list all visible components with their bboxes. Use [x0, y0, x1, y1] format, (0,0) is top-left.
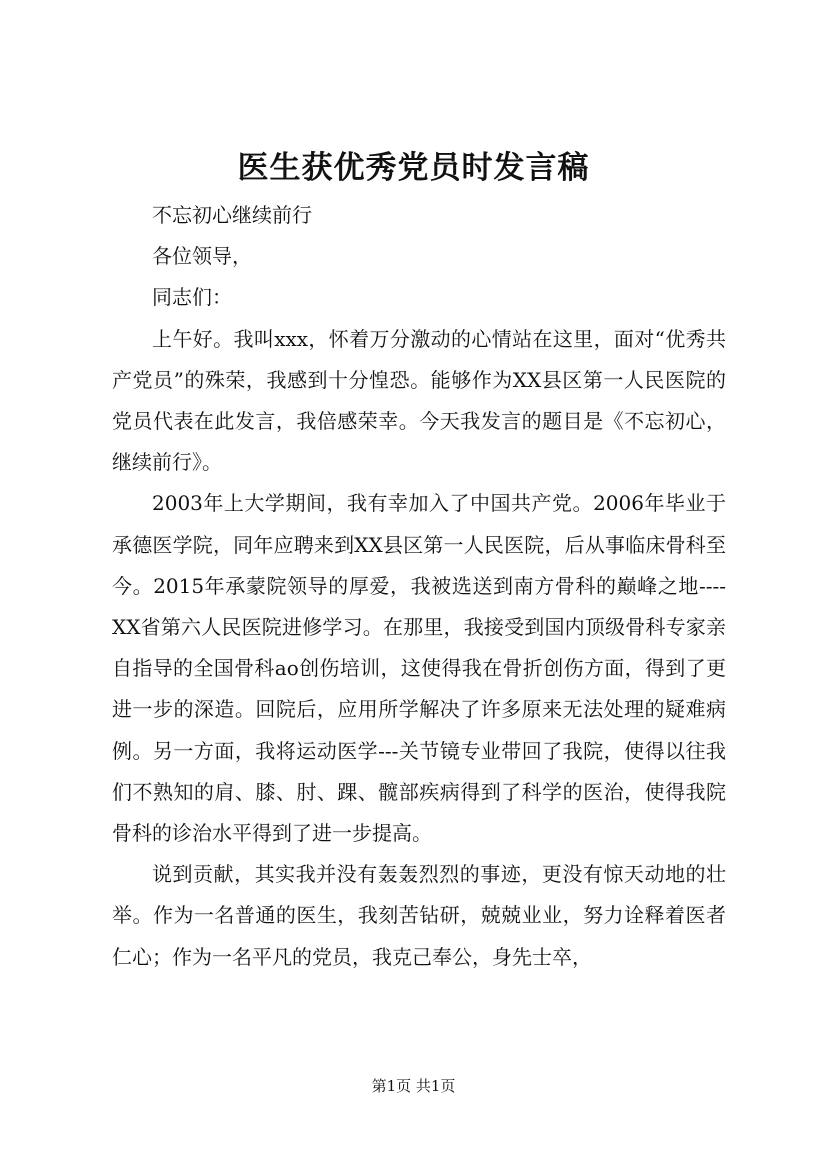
body-paragraph: 上午好。我叫xxx，怀着万分激动的心情站在这里，面对“优秀共产党员”的殊荣，我感到十分惶恐。能够作为XX县区第一人民医院的党员代表在此发言，我倍感荣幸。今天我发言的题目是《不忘初心，继续前行》。 — [112, 326, 726, 475]
salutation-comrades: 同志们： — [152, 285, 232, 310]
document-body — [112, 195, 726, 978]
body-paragraph: 2003年上大学期间，我有幸加入了中国共产党。2006年毕业于承德医学院，同年应聘来到XX县区第一人民医院，后从事临床骨科至今。2015年承蒙院领导的厚爱，我被选送到南方骨科的巅峰之地----XX省第六人民医院进修学习。在那里，我接受到国内顶级骨科专家亲自指导的全国骨科ao创伤培训，这使得我在骨折创伤方面，得到了更进一步的深造。回院后，应用所学解决了许多原来无法处理的疑难病例。另一方面，我将运动医学---关节镜专业带回了我院，使得以往我们不熟知的肩、膝、肘、踝、髋部疾病得到了科学的医治，使得我院骨科的诊治水平得到了进一步提高。 — [112, 491, 726, 846]
document-title: 医生获优秀党员时发言稿 — [237, 150, 590, 186]
salutation-leaders: 各位领导， — [152, 244, 252, 269]
subtitle-paragraph: 不忘初心继续前行 — [152, 203, 312, 227]
body-paragraph: 说到贡献，其实我并没有轰轰烈烈的事迹，更没有惊天动地的壮举。作为一名普通的医生，我刻苦钻研，兢兢业业，努力诠释着医者仁心；作为一名平凡的党员，我克己奉公，身先士卒， — [112, 862, 726, 969]
page-footer: 第1页 共1页 — [371, 1077, 456, 1095]
